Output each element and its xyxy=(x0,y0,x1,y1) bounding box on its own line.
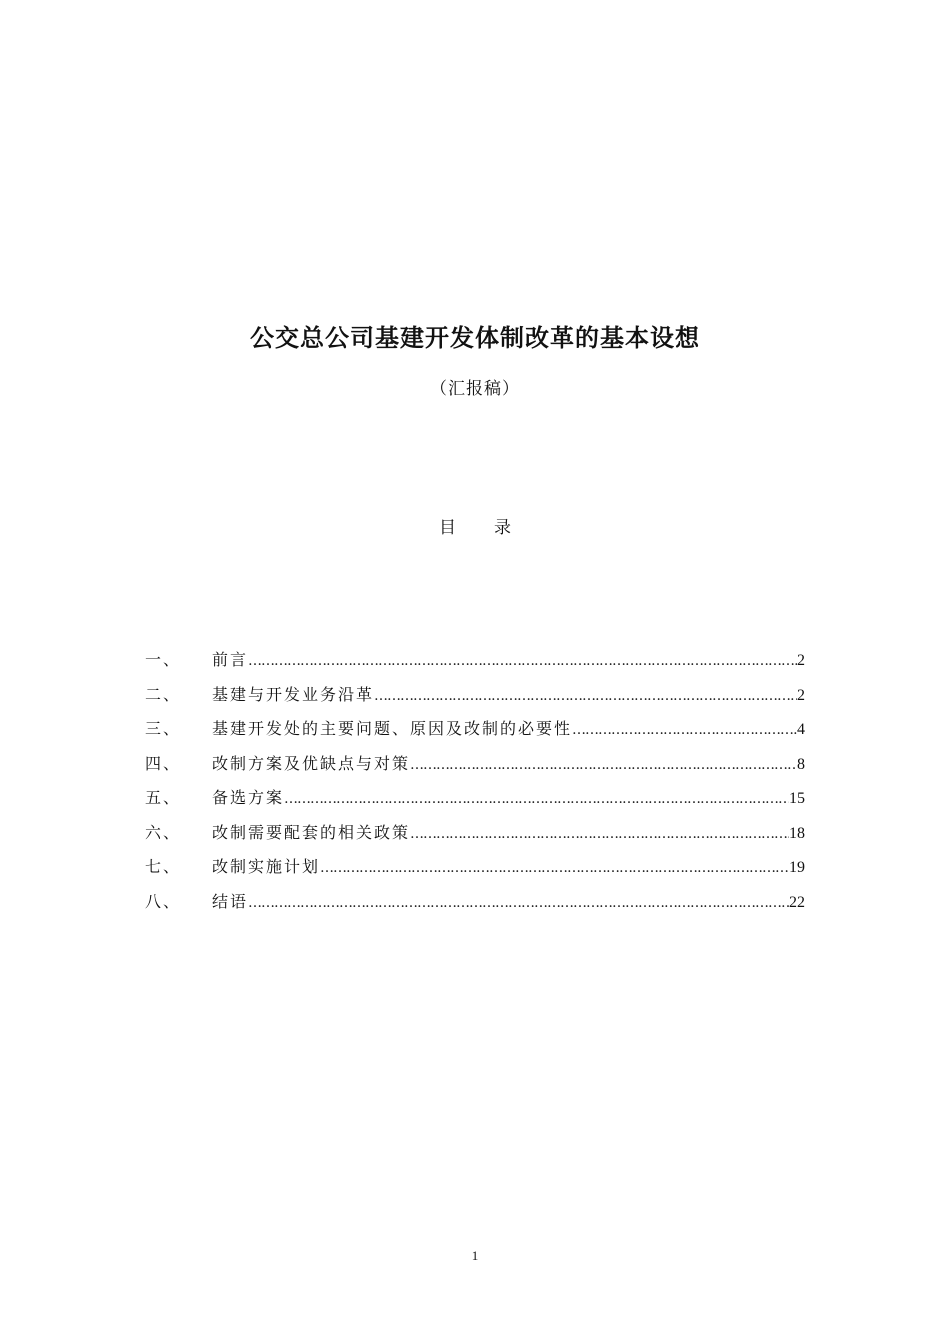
toc-entry-number: 七、 xyxy=(145,857,182,876)
toc-leader-dots xyxy=(320,856,789,880)
toc-entry-number: 八、 xyxy=(145,891,182,911)
toc-entry[interactable] xyxy=(145,648,805,683)
toc-entry-number: 四、 xyxy=(145,753,182,773)
toc-leader-dots xyxy=(410,822,789,846)
toc-entry-page: 19 xyxy=(789,859,805,876)
table-of-contents xyxy=(145,648,805,924)
document-title: 公交总公司基建开发体制改革的基本设想 xyxy=(250,323,700,352)
toc-leader-dots xyxy=(572,718,797,742)
toc-entry[interactable] xyxy=(145,821,805,856)
toc-entry-label: 改制需要配套的相关政策 xyxy=(212,822,411,842)
toc-entry-page: 2 xyxy=(797,686,805,704)
toc-leader-dots xyxy=(374,684,797,708)
toc-leader-dots xyxy=(248,649,797,673)
toc-entry-number: 三、 xyxy=(145,719,182,738)
toc-entry[interactable] xyxy=(145,683,805,718)
toc-entry-number: 五、 xyxy=(145,788,182,807)
toc-entry-label: 基建与开发业务沿革 xyxy=(212,684,375,704)
toc-entry-number: 一、 xyxy=(145,650,182,669)
toc-leader-dots xyxy=(410,753,797,777)
page-number: 1 xyxy=(471,1248,479,1263)
toc-entry-label: 改制方案及优缺点与对策 xyxy=(212,753,411,773)
toc-entry[interactable] xyxy=(145,855,805,890)
toc-entry-label: 前言 xyxy=(212,650,249,669)
toc-leader-dots xyxy=(284,787,789,811)
toc-entry-label: 改制实施计划 xyxy=(212,857,321,876)
toc-entry-label: 基建开发处的主要问题、原因及改制的必要性 xyxy=(212,719,573,738)
toc-entry-label: 结语 xyxy=(212,891,249,911)
toc-leader-dots xyxy=(248,891,789,915)
toc-entry[interactable] xyxy=(145,752,805,787)
toc-entry[interactable] xyxy=(145,786,805,821)
toc-entry-page: 18 xyxy=(789,824,805,842)
toc-heading: 目录 xyxy=(439,518,549,538)
toc-entry-page: 8 xyxy=(797,755,805,773)
toc-entry-page: 2 xyxy=(797,652,805,669)
toc-entry-number: 六、 xyxy=(145,822,182,842)
toc-entry-number: 二、 xyxy=(145,684,182,704)
toc-entry-page: 15 xyxy=(789,790,805,807)
toc-entry-page: 22 xyxy=(789,893,805,911)
toc-entry[interactable] xyxy=(145,890,805,925)
toc-entry-page: 4 xyxy=(797,721,805,738)
document-subtitle: （汇报稿） xyxy=(430,379,520,399)
toc-entry-label: 备选方案 xyxy=(212,788,285,807)
toc-entry[interactable] xyxy=(145,717,805,752)
